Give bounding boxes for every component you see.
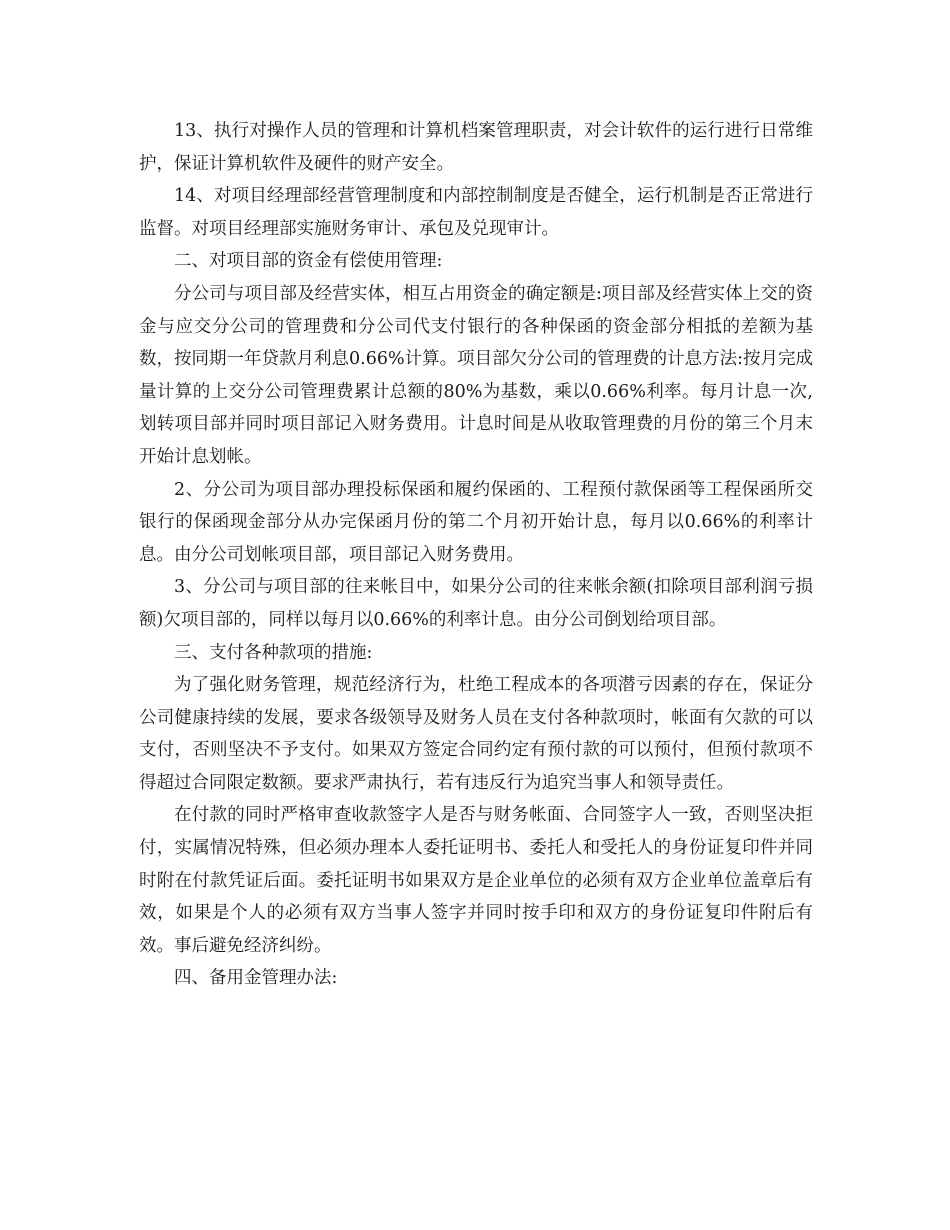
document-body bbox=[139, 115, 813, 995]
paragraph-account-interest: 3、分公司与项目部的往来帐目中，如果分公司的往来帐余额(扣除项目部利润亏损额)欠项目部的，同样以每月以0.66%的利率计息。由分公司倒划给项目部。 bbox=[139, 577, 813, 630]
section-heading-2: 二、对项目部的资金有偿使用管理: bbox=[174, 251, 443, 272]
paragraph-payment-measures: 为了强化财务管理，规范经济行为，杜绝工程成本的各项潜亏因素的存在，保证分公司健康持续的发展，要求各级领导及财务人员在支付各种款项时，帐面有欠款的可以支付，否则坚决不予支付。如果双方签定合同约定有预付款的可以预付，但预付款项不得超过合同限定数额。要求严肃执行，若有违反行为追究当事人和领导责任。 bbox=[139, 675, 813, 793]
paragraph-fund-usage: 分公司与项目部及经营实体，相互占用资金的确定额是:项目部及经营实体上交的资金与应交分公司的管理费和分公司代支付银行的各种保函的资金部分相抵的差额为基数，按同期一年贷款月利息0.66%计算。项目部欠分公司的管理费的计息方法:按月完成量计算的上交分公司管理费累计总额的80%为基数，乘以0.66%利率。每月计息一次,划转项目部并同时项目部记入财务费用。计息时间是从收取管理费的月份的第三个月末开始计息划帐。 bbox=[139, 283, 813, 467]
paragraph-item-14: 14、对项目经理部经营管理制度和内部控制制度是否健全，运行机制是否正常进行监督。对项目经理部实施财务审计、承包及兑现审计。 bbox=[139, 186, 813, 239]
paragraph-item-13: 13、执行对操作人员的管理和计算机档案管理职责，对会计软件的运行进行日常维护，保证计算机软件及硬件的财产安全。 bbox=[139, 121, 813, 174]
section-heading-4: 四、备用金管理办法: bbox=[174, 968, 338, 989]
paragraph-guarantee-interest: 2、分公司为项目部办理投标保函和履约保函的、工程预付款保函等工程保函所交银行的保函现金部分从办完保函月份的第二个月初开始计息，每月以0.66%的利率计息。由分公司划帐项目部，项目部记入财务费用。 bbox=[139, 479, 813, 565]
paragraph-payment-review: 在付款的同时严格审查收款签字人是否与财务帐面、合同签字人一致，否则坚决拒付，实属情况特殊，但必须办理本人委托证明书、委托人和受托人的身份证复印件并同时附在付款凭证后面。委托证明书如果双方是企业单位的必须有双方企业单位盖章后有效，如果是个人的必须有双方当事人签字并同时按手印和双方的身份证复印件附后有效。事后避免经济纠纷。 bbox=[139, 805, 813, 956]
section-heading-3: 三、支付各种款项的措施: bbox=[174, 642, 373, 663]
